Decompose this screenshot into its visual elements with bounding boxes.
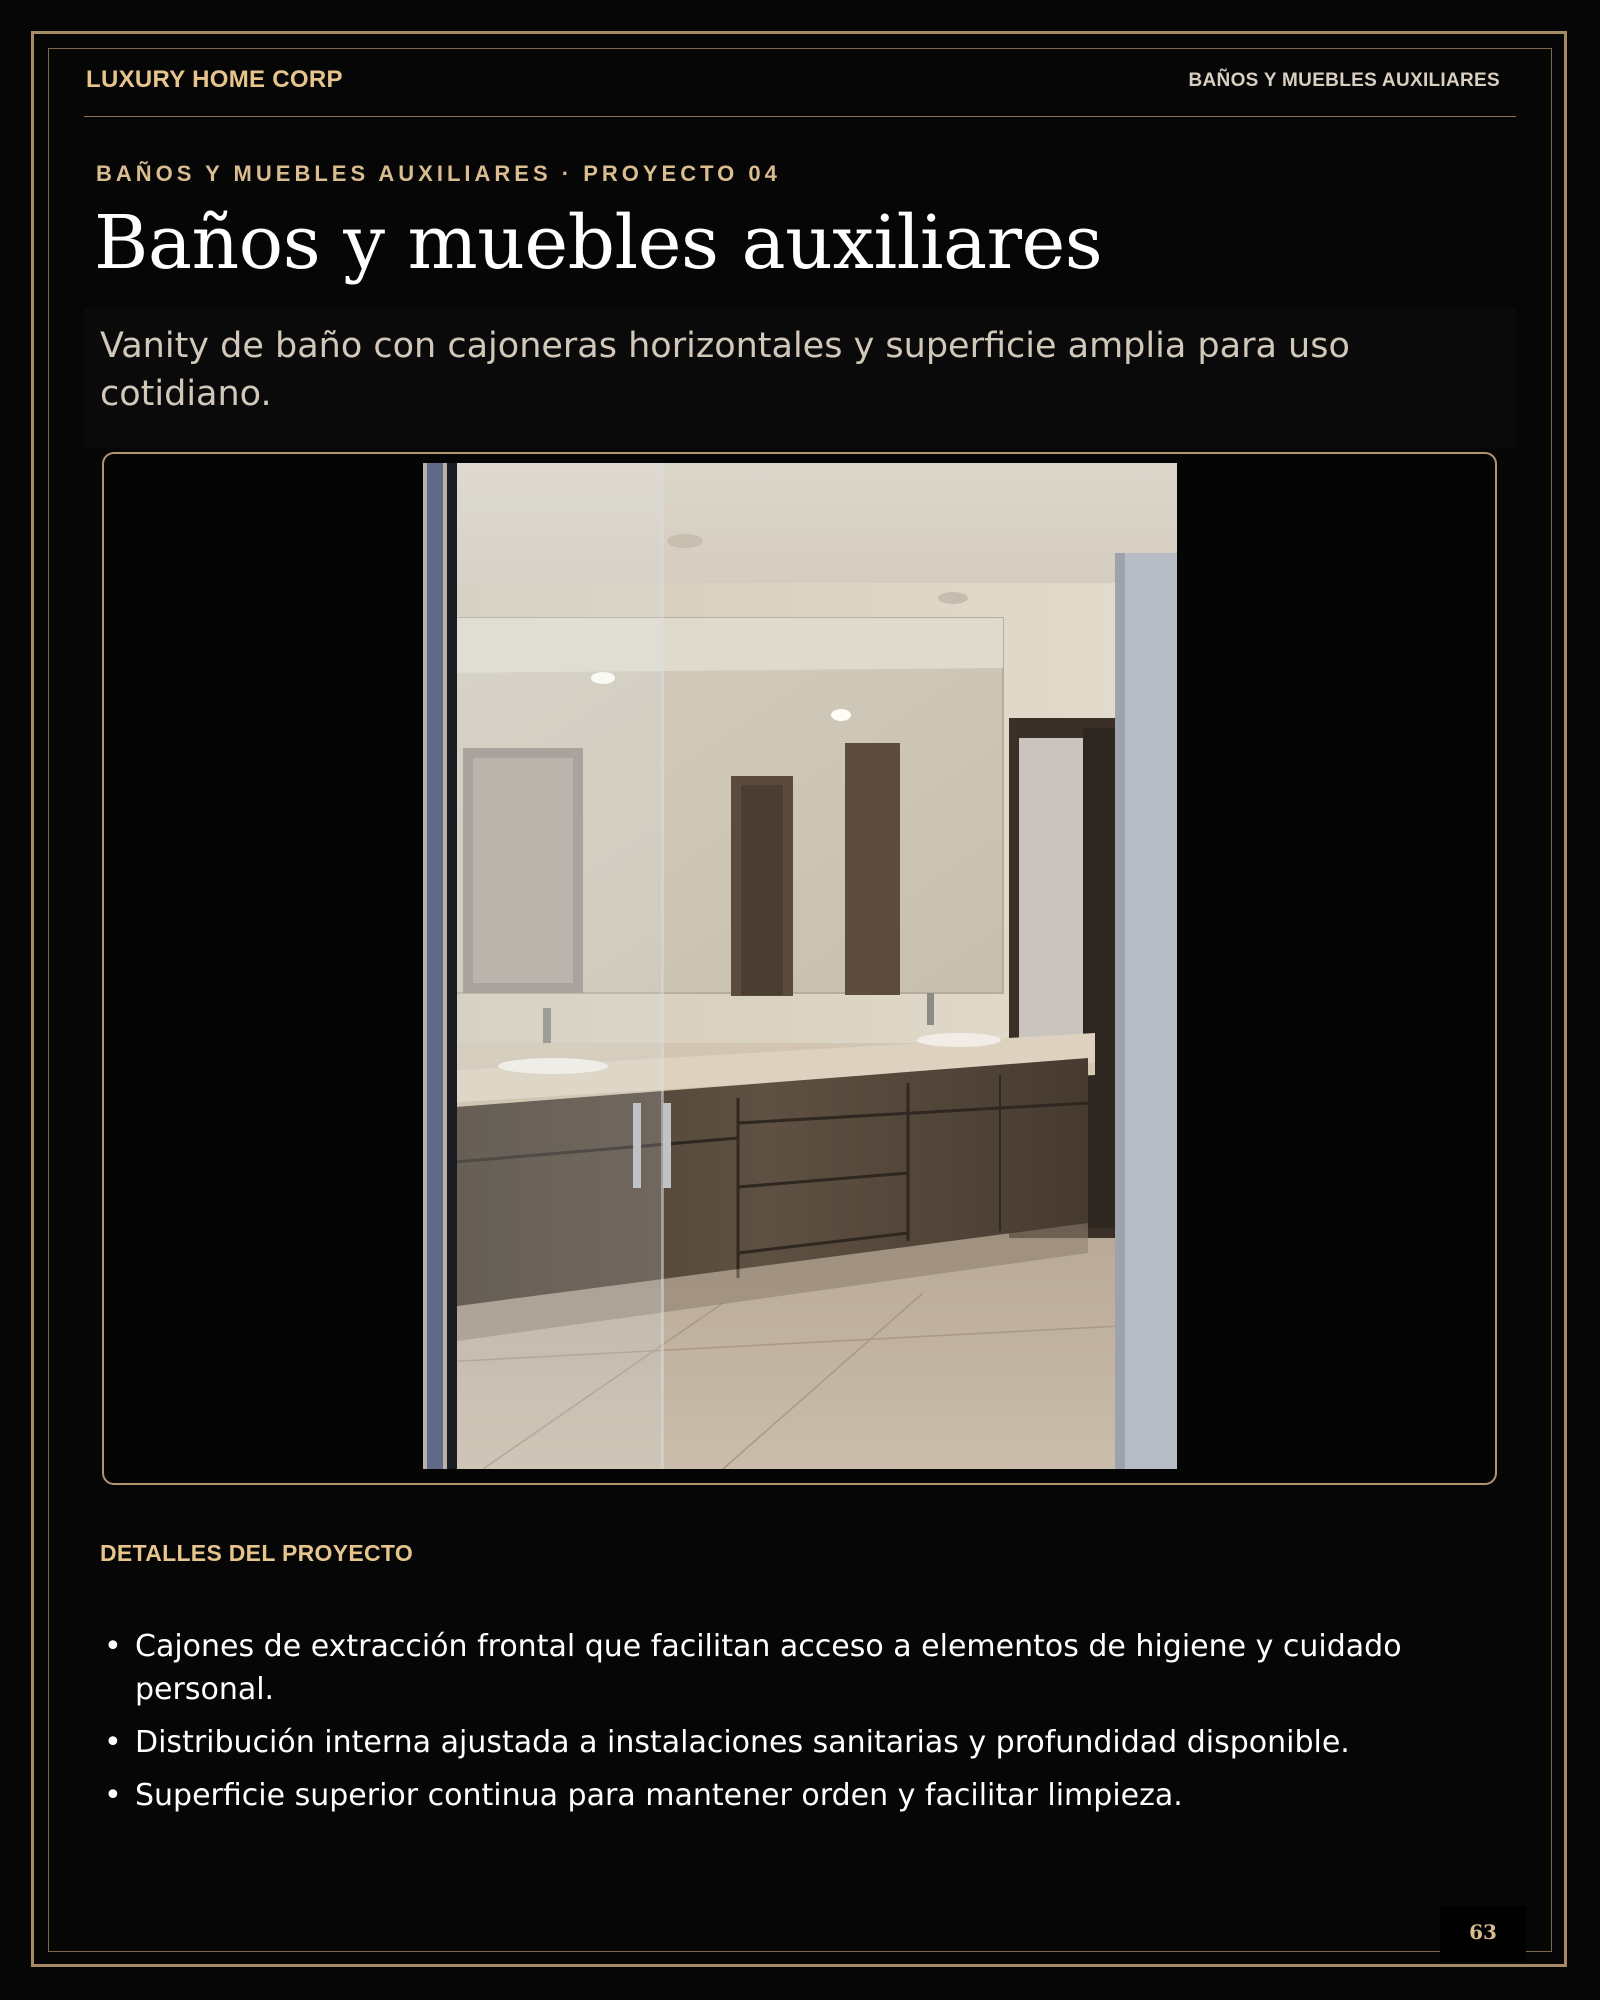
bullet-dot-icon: • [104, 1778, 122, 1813]
brand-name: LUXURY HOME CORP [86, 66, 343, 93]
list-item [100, 1625, 1480, 1711]
list-item-text: Distribución interna ajustada a instalaciones sanitarias y profundidad disponible. [135, 1725, 1350, 1760]
page-number: 63 [1469, 1920, 1497, 1944]
bathroom-vanity-photo [423, 463, 1177, 1469]
bullet-dot-icon: • [104, 1725, 122, 1760]
page-subtitle: Vanity de baño con cajoneras horizontales y superficie amplia para uso cotidiano. [100, 326, 1350, 414]
list-item-text: Cajones de extracción frontal que facilitan acceso a elementos de higiene y cuidado personal. [135, 1629, 1402, 1707]
page-header [84, 62, 1516, 117]
details-heading: DETALLES DEL PROYECTO [100, 1540, 414, 1566]
page-number-box [1440, 1906, 1526, 1962]
bullet-dot-icon: • [104, 1629, 122, 1664]
list-item [100, 1774, 1480, 1817]
list-item-text: Superficie superior continua para mantener orden y facilitar limpieza. [135, 1778, 1183, 1813]
section-eyebrow: BAÑOS Y MUEBLES AUXILIARES · PROYECTO 04 [96, 161, 781, 186]
page-title: Baños y muebles auxiliares [94, 200, 1103, 286]
details-list [100, 1625, 1480, 1827]
list-item [100, 1721, 1480, 1764]
header-section-label: BAÑOS Y MUEBLES AUXILIARES [1188, 70, 1500, 91]
